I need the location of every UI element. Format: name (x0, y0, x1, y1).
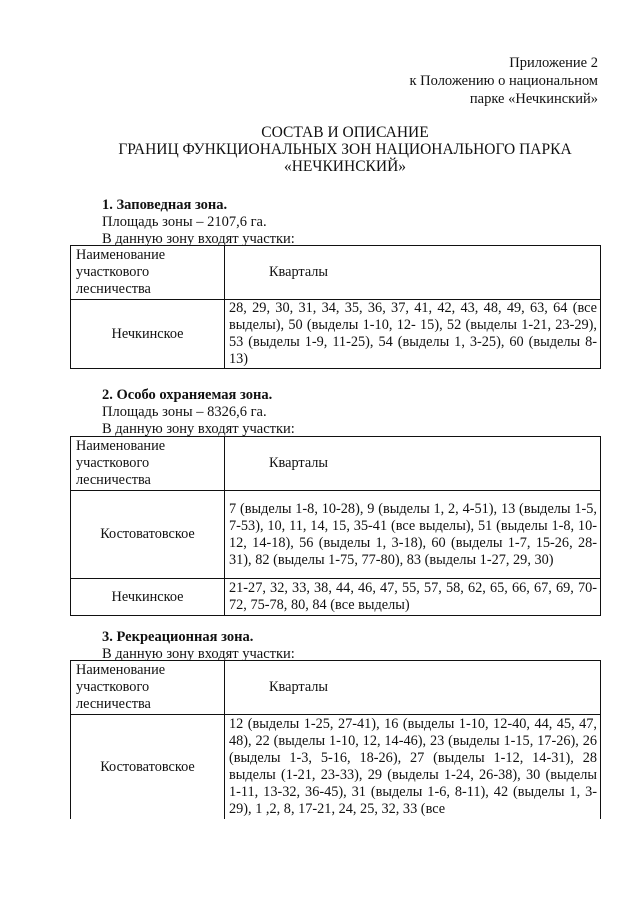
forestry-name: Костоватовское (71, 491, 225, 579)
zone-1-area: Площадь зоны – 2107,6 га. (102, 214, 267, 230)
header-quarters: Кварталы (225, 246, 601, 300)
appendix-line-1: Приложение 2 (509, 55, 598, 71)
zone-1-intro: В данную зону входят участки: (102, 231, 295, 247)
title-line-3: «НЕЧКИНСКИЙ» (283, 158, 407, 175)
table-row (71, 715, 601, 820)
zone-2-intro: В данную зону входят участки: (102, 421, 295, 437)
zone-1-table (70, 245, 601, 369)
zone-2-heading: 2. Особо охраняемая зона. (102, 387, 273, 403)
table-row (71, 300, 601, 369)
table-row (71, 579, 601, 616)
header-forestry: Наименование участкового лесничества (71, 661, 225, 715)
zone-2-area: Площадь зоны – 8326,6 га. (102, 404, 267, 420)
quarters-list: 7 (выделы 1-8, 10-28), 9 (выделы 1, 2, 4-51), 13 (выделы 1-5, 7-53), 10, 11, 14, 15, 35-41 (все выделы), 51 (выделы 1-8, 10-12, 14-18), 56 (выделы 1, 3-18), 60 (выделы 1-7, 15-26, 28-31), 82 (выделы 1-75, 77-80), 83 (выделы 1-27, 29, 30) (225, 491, 601, 579)
appendix-line-3: парке «Нечкинский» (469, 91, 598, 107)
zone-3-intro: В данную зону входят участки: (102, 646, 295, 662)
appendix-label (338, 54, 598, 108)
header-forestry: Наименование участкового лесничества (71, 437, 225, 491)
appendix-line-2: к Положению о национальном (409, 73, 598, 89)
header-forestry: Наименование участкового лесничества (71, 246, 225, 300)
document-title (90, 124, 600, 175)
header-quarters: Кварталы (225, 661, 601, 715)
table-header-row (71, 437, 601, 491)
zone-2-table (70, 436, 601, 616)
quarters-list: 28, 29, 30, 31, 34, 35, 36, 37, 41, 42, 43, 48, 49, 63, 64 (все выделы), 50 (выделы 1-10, 12- 15), 52 (выделы 1-21, 23-29), 53 (выделы 1-9, 11-25), 54 (выделы 1, 3-25), 60 (выделы 8-13) (225, 300, 601, 369)
header-quarters: Кварталы (225, 437, 601, 491)
zone-3-table (70, 660, 601, 819)
forestry-name: Нечкинское (71, 300, 225, 369)
table-row (71, 491, 601, 579)
quarters-list: 21-27, 32, 33, 38, 44, 46, 47, 55, 57, 58, 62, 65, 66, 67, 69, 70-72, 75-78, 80, 84 (все выделы) (225, 579, 601, 616)
forestry-name: Нечкинское (71, 579, 225, 616)
zone-1-heading: 1. Заповедная зона. (102, 197, 228, 213)
title-line-2: ГРАНИЦ ФУНКЦИОНАЛЬНЫХ ЗОН НАЦИОНАЛЬНОГО ПАРКА (118, 141, 572, 158)
table-header-row (71, 246, 601, 300)
zone-3-heading: 3. Рекреационная зона. (102, 629, 254, 645)
title-line-1: СОСТАВ И ОПИСАНИЕ (261, 124, 429, 141)
forestry-name: Костоватовское (71, 715, 225, 820)
quarters-list: 12 (выделы 1-25, 27-41), 16 (выделы 1-10, 12-40, 44, 45, 47, 48), 22 (выделы 1-10, 12, 14-46), 23 (выделы 1-15, 17-26), 26 (выделы 1-3, 5-16, 18-26), 27 (выделы 1-12, 14-31), 28 выделы (1-21, 23-33), 29 (выделы 1-24, 26-38), 30 (выделы 1-11, 13-32, 36-45), 31 (выделы 1-6, 8-11), 42 (выделы 1, 3-29), 1 ,2, 8, 17-21, 24, 25, 32, 33 (все (225, 715, 601, 820)
table-header-row (71, 661, 601, 715)
